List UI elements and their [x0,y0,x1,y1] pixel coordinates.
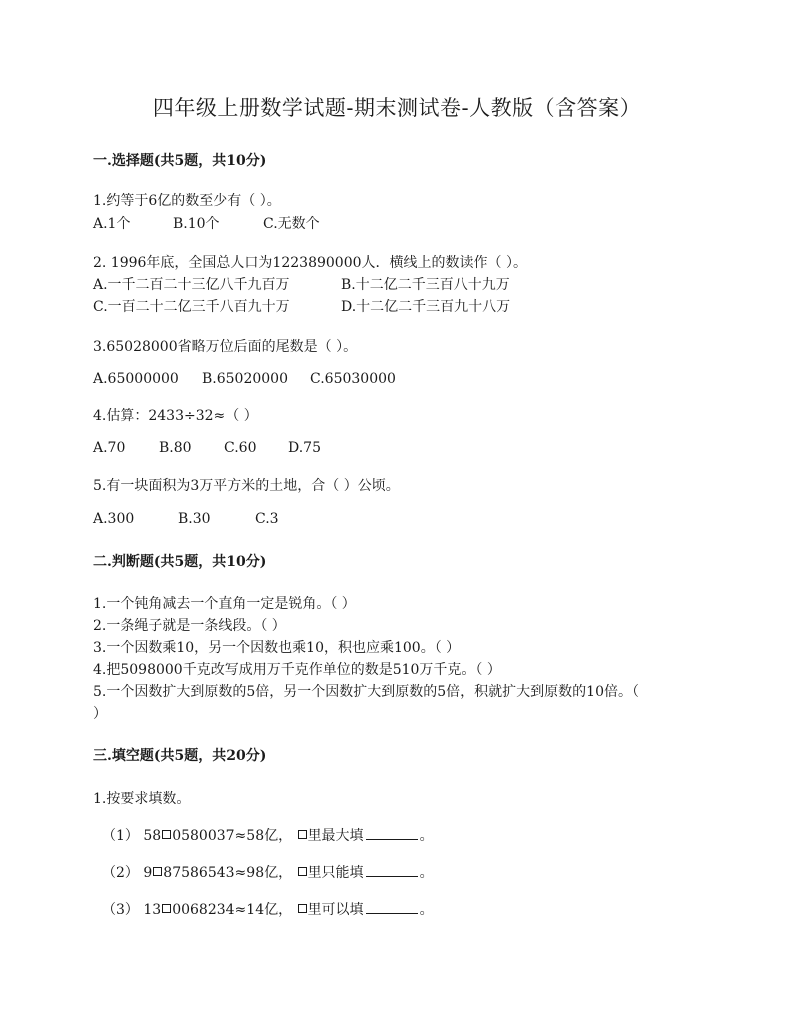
option-b: B.80 [159,440,192,456]
question-3-options [93,371,396,387]
part-expression: 0580037≈58亿， [172,828,293,844]
question-4-options [93,440,321,456]
part-number: （1） [102,828,139,844]
option-d: D.75 [288,440,321,456]
option-b: B.10个 [173,216,220,232]
part-instruction: 里只能填 [307,865,364,881]
question-5-options [93,511,279,527]
blank-box-icon [298,867,307,876]
option-c: C.60 [224,440,257,456]
part-prefix: 9 [143,865,153,881]
judge-item-1: 1.一个钝角减去一个直角一定是锐角。（ ） [93,596,356,612]
judge-item-4: 4.把5098000千克改写成用万千克作单位的数是510万千克。（ ） [93,662,501,678]
blank-box-icon [162,830,171,839]
question-2-text: 2. 1996年底，全国总人口为1223890000人．横线上的数读作（ ）。 [93,255,527,271]
option-a: A.300 [93,511,135,527]
section-heading-fill: 三.填空题(共5题，共20分) [93,748,267,764]
option-b: B.65020000 [202,371,288,387]
part-number: （3） [102,902,139,918]
blank-box-icon [153,867,162,876]
page-title: 四年级上册数学试题-期末测试卷-人教版（含答案） [152,96,642,120]
judge-item-2: 2.一条绳子就是一条线段。（ ） [93,618,286,634]
option-b: B.30 [178,511,211,527]
part-number: （2） [102,865,139,881]
fill-part-1 [102,825,434,845]
option-b: B.十二亿二千三百八十九万 [341,277,510,293]
question-4-text: 4.估算：2433÷32≈（ ） [93,408,258,424]
fill-question-1-text: 1.按要求填数。 [93,791,191,807]
part-expression: 0068234≈14亿， [172,902,293,918]
judge-item-5: 5.一个因数扩大到原数的5倍，另一个因数扩大到原数的5倍，积就扩大到原数的10倍。（ [93,684,639,700]
part-end: 。 [419,902,434,918]
blank-box-icon [162,904,171,913]
section-heading-choice: 一.选择题(共5题，共10分) [93,153,267,169]
part-expression: 87586543≈98亿， [163,865,293,881]
part-instruction: 里可以填 [307,902,364,918]
judge-item-3: 3.一个因数乘10，另一个因数也乘10，积也应乘100。（ ） [93,640,461,656]
part-prefix: 13 [143,902,162,918]
option-a: A.65000000 [93,371,179,387]
blank-box-icon [298,830,307,839]
question-1-text: 1.约等于6亿的数至少有（ ）。 [93,193,281,209]
question-2-options-row2 [93,296,510,316]
option-c: C.65030000 [310,371,396,387]
option-a: A.1个 [93,216,131,232]
option-d: D.十二亿二千三百九十八万 [341,299,511,315]
fill-part-3 [102,899,434,919]
answer-blank[interactable] [366,827,418,840]
section-heading-judge: 二.判断题(共5题，共10分) [93,554,267,570]
option-c: C.3 [255,511,279,527]
part-end: 。 [419,865,434,881]
judge-item-5-continued: ） [93,706,107,722]
answer-blank[interactable] [366,864,418,877]
fill-part-2 [102,862,434,882]
blank-box-icon [298,904,307,913]
answer-blank[interactable] [366,901,418,914]
part-prefix: 58 [143,828,162,844]
option-c: C.一百二十二亿三千八百九十万 [93,299,290,315]
question-1-options [93,213,320,233]
option-c: C.无数个 [263,216,320,232]
question-3-text: 3.65028000省略万位后面的尾数是（ ）。 [93,339,358,355]
part-end: 。 [419,828,434,844]
question-5-text: 5.有一块面积为3万平方米的土地，合（ ）公顷。 [93,478,400,494]
question-2-options-row1 [93,274,510,294]
option-a: A.70 [93,440,126,456]
part-instruction: 里最大填 [307,828,364,844]
option-a: A.一千二百二十三亿八千九百万 [93,277,290,293]
